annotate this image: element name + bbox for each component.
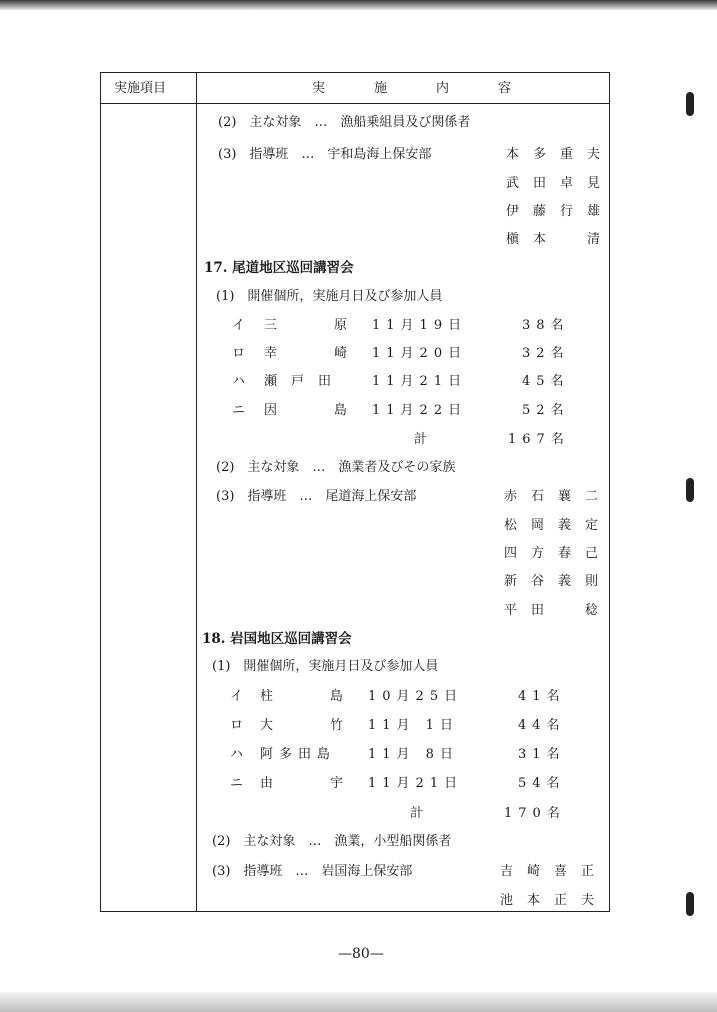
s18-row-mark: ハ xyxy=(230,747,244,762)
s18-team: (3) 指導班 … 岩国海上保安部 xyxy=(212,864,413,879)
s18-row-mark: ロ xyxy=(230,718,244,733)
s17-member: 新谷義則 xyxy=(504,574,613,589)
s17-row-count: 38名 xyxy=(522,318,570,333)
s17-total-label: 計 xyxy=(414,432,428,447)
s18-title: 18. 岩国地区巡回講習会 xyxy=(202,631,352,647)
s17-row-count: 45名 xyxy=(522,374,570,389)
s18-row-count: 44名 xyxy=(518,718,566,733)
s18-row-date: 11月21日 xyxy=(368,776,464,791)
s17-row-count: 32名 xyxy=(522,346,570,361)
s18-row-mark: イ xyxy=(230,689,244,704)
s17-total: 167名 xyxy=(508,432,570,447)
s18-target: (2) 主な対象 … 漁業，小型船関係者 xyxy=(212,834,452,849)
s17-row-count: 52名 xyxy=(522,403,570,418)
s17-title: 17. 尾道地区巡回講習会 xyxy=(204,260,354,276)
s17-row-place: 三 原 xyxy=(264,318,370,333)
s18-total: 170名 xyxy=(504,806,566,821)
s17-row-date: 11月21日 xyxy=(372,374,468,389)
s18-row-mark: ニ xyxy=(230,776,244,791)
s16-team: (3) 指導班 … 宇和島海上保安部 xyxy=(218,147,432,162)
header-item-column: 実施項目 xyxy=(114,81,167,96)
binder-hole-mark xyxy=(686,892,694,916)
s17-row-place: 幸 崎 xyxy=(264,346,370,361)
column-divider xyxy=(196,72,197,912)
s17-member: 赤石襄二 xyxy=(504,489,613,504)
s17-member: 四方春己 xyxy=(504,546,613,561)
s18-member: 池本正夫 xyxy=(500,893,609,908)
s16-member: 槇本 清 xyxy=(506,232,615,247)
s17-sub1: (1) 開催個所，実施月日及び参加人員 xyxy=(216,289,443,304)
binder-hole-mark xyxy=(686,92,694,116)
s17-member: 平田 稔 xyxy=(504,603,613,618)
s16-member: 伊藤行雄 xyxy=(506,204,615,219)
s17-row-date: 11月22日 xyxy=(372,403,468,418)
header-content-column: 実 施 内 容 xyxy=(312,81,530,96)
s17-row-place: 因 島 xyxy=(264,403,370,418)
header-divider xyxy=(100,103,610,104)
s18-row-date: 11月 8日 xyxy=(368,747,459,762)
s18-row-place: 由 宇 xyxy=(260,776,366,791)
page-number: —80— xyxy=(338,946,384,962)
s17-target: (2) 主な対象 … 漁業者及びその家族 xyxy=(216,460,456,475)
s17-row-mark: ハ xyxy=(232,374,246,389)
s18-row-place: 大 竹 xyxy=(260,718,366,733)
s17-row-place: 瀬戸田 xyxy=(264,374,346,389)
s18-row-place: 阿多田島 xyxy=(260,747,337,762)
scan-shadow-top xyxy=(0,0,717,10)
s18-row-date: 10月25日 xyxy=(368,689,464,704)
s18-row-place: 柱 島 xyxy=(260,689,366,704)
binder-hole-mark xyxy=(686,478,694,502)
s18-row-count: 41名 xyxy=(518,689,566,704)
s17-team: (3) 指導班 … 尾道海上保安部 xyxy=(216,489,417,504)
s16-member: 武田卓見 xyxy=(506,176,615,191)
s18-sub1: (1) 開催個所，実施月日及び参加人員 xyxy=(212,659,439,674)
s16-target: (2) 主な対象 … 漁船乗組員及び関係者 xyxy=(218,115,471,130)
scan-shadow-bottom xyxy=(0,992,717,1012)
s17-row-mark: ニ xyxy=(232,403,246,418)
s18-row-count: 31名 xyxy=(518,747,566,762)
s18-member: 吉崎喜正 xyxy=(500,864,609,879)
s17-row-date: 11月19日 xyxy=(372,318,468,333)
s17-row-date: 11月20日 xyxy=(372,346,468,361)
s17-member: 松岡義定 xyxy=(504,518,613,533)
s17-row-mark: ロ xyxy=(232,346,246,361)
s18-row-date: 11月 1日 xyxy=(368,718,459,733)
s18-total-label: 計 xyxy=(410,806,424,821)
s17-row-mark: イ xyxy=(232,318,246,333)
s18-row-count: 54名 xyxy=(518,776,566,791)
s16-member: 本多重夫 xyxy=(506,147,615,162)
